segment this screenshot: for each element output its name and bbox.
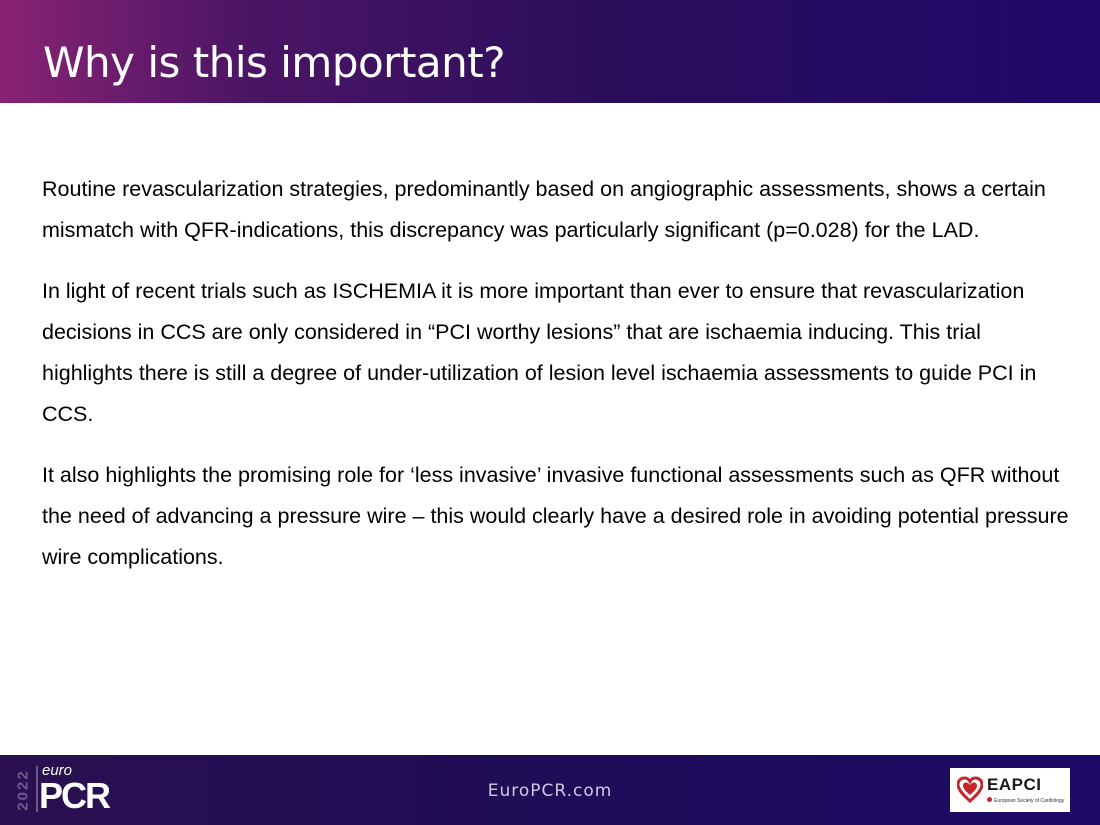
- europcr-logo-year: 2022: [14, 769, 32, 811]
- body-paragraph-1: Routine revascularization strategies, predominantly based on angiographic assessments, shows a certain mismatch with QFR-indications, this discrepancy was particularly significant (p=0.028) for the LAD.: [42, 177, 1046, 242]
- europcr-logo-euro: euro: [42, 762, 73, 779]
- eapci-logo: [950, 768, 1070, 812]
- slide-body: [42, 169, 1072, 598]
- body-paragraph-2: In light of recent trials such as ISCHEMIA it is more important than ever to ensure that revascularization decisions in CCS are only considered in “PCI worthy lesions” that are ischaemia inducing. This trial highlights there is still a degree of under-utilization of lesion level ischaemia assessments to guide PCI in CCS.: [42, 279, 1037, 426]
- eapci-subtitle: European Society of Cardiology: [994, 798, 1065, 804]
- slide-title: Why is this important?: [43, 38, 506, 87]
- footer-url: EuroPCR.com: [487, 781, 613, 801]
- europcr-logo-pcr: PCR: [39, 775, 110, 816]
- esc-mark-icon: [987, 797, 992, 802]
- heart-icon: [957, 776, 983, 804]
- body-paragraph-3: It also highlights the promising role for ‘less invasive’ invasive functional assessments such as QFR without the need of advancing a pressure wire – this would clearly have a desired role in avoiding potential pressure wire complications.: [42, 463, 1069, 569]
- slide-footer: [0, 755, 1100, 825]
- eapci-name: EAPCI: [987, 775, 1042, 794]
- slide-header: [0, 0, 1100, 103]
